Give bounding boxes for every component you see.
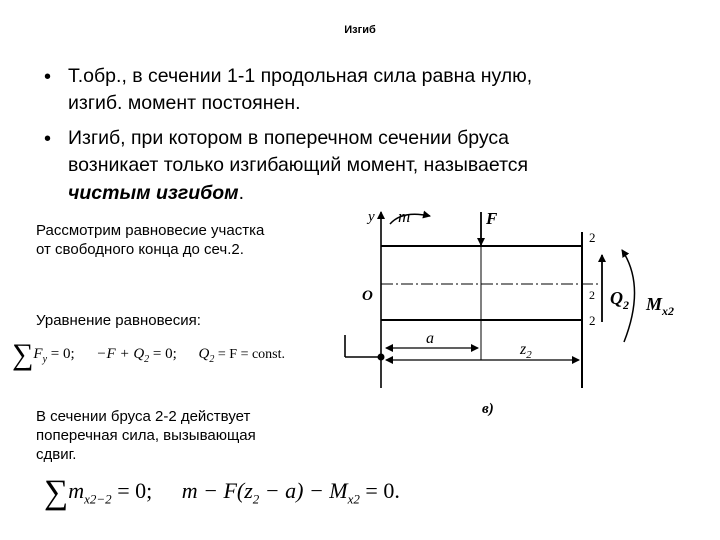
eq2-sub: 2 (252, 491, 260, 507)
bullet-2-line-1: Изгиб, при котором в поперечном сечении бруса (68, 127, 509, 149)
sum-symbol: ∑ (44, 474, 69, 511)
eq2-sub: x2−2 (84, 491, 112, 507)
dimension-a-label: a (426, 330, 434, 347)
para-equilibrium-line-1: Рассмотрим равновесие участка (36, 222, 265, 239)
para-shear-line-3: сдвиг. (36, 446, 77, 463)
eq1-sub: y (42, 354, 48, 365)
para-equation-heading: Уравнение равновесия: (36, 312, 201, 329)
eq1-term: Q (198, 346, 210, 362)
eq2-term: = 0. (359, 478, 400, 503)
force-f-label: F (486, 209, 498, 228)
m-subscript: x2 (662, 304, 675, 318)
eq2-term: m (68, 478, 85, 503)
eq2-term: − a) − M (259, 478, 348, 503)
origin-label: O (362, 288, 373, 304)
eq1-sub: 2 (144, 354, 150, 365)
shear-force-label (610, 288, 629, 312)
bullet-1-line-2: изгиб. момент постоянен. (68, 92, 301, 114)
z-letter: z (520, 341, 527, 358)
bullet-dot: • (44, 66, 52, 88)
para-equilibrium-line-2: от свободного конца до сеч.2. (36, 241, 244, 258)
m-letter: M (646, 294, 663, 314)
eq2-term: m − F(z (181, 478, 253, 503)
bending-moment-label (645, 294, 674, 318)
eq1-term: −F + Q (96, 346, 145, 362)
bullet-1-line-1: Т.обр., в сечении 1-1 продольная сила равна нулю, (68, 65, 533, 87)
bullet-2-line-2: возникает только изгибающий момент, называется (68, 154, 529, 176)
eq2-term: = 0; (111, 478, 153, 503)
q-letter: Q (610, 288, 623, 308)
bullet-dot: • (44, 128, 52, 150)
section-label-bottom: 2 (589, 313, 596, 328)
q-subscript: 2 (623, 298, 629, 312)
eq1-term: = F = const. (214, 347, 286, 362)
slide-title: Изгиб (344, 24, 376, 36)
eq1-term: = 0; (149, 346, 177, 362)
bullet-2-tail: . (238, 182, 244, 204)
bending-moment-arrow (622, 250, 635, 342)
moment-m-label: m (398, 207, 411, 226)
origin-point (378, 354, 385, 361)
sum-symbol: ∑ (12, 338, 34, 371)
eq1-term: = 0; (47, 346, 75, 362)
y-axis-label: y (368, 209, 375, 225)
para-shear-line-1: В сечении бруса 2-2 действует (36, 408, 251, 425)
para-shear-line-2: поперечная сила, вызывающая (36, 427, 256, 444)
emphasis-pure-bending: чистым изгибом (68, 182, 239, 204)
section-label-top: 2 (589, 230, 596, 245)
eq2-sub: x2 (347, 491, 360, 507)
z-subscript: 2 (526, 349, 532, 361)
eq1-sub: 2 (209, 354, 215, 365)
dimension-z-label (519, 341, 532, 361)
eq1-term: F (33, 346, 43, 362)
figure-label: в) (482, 401, 494, 417)
section-label-mid: 2 (589, 288, 595, 302)
